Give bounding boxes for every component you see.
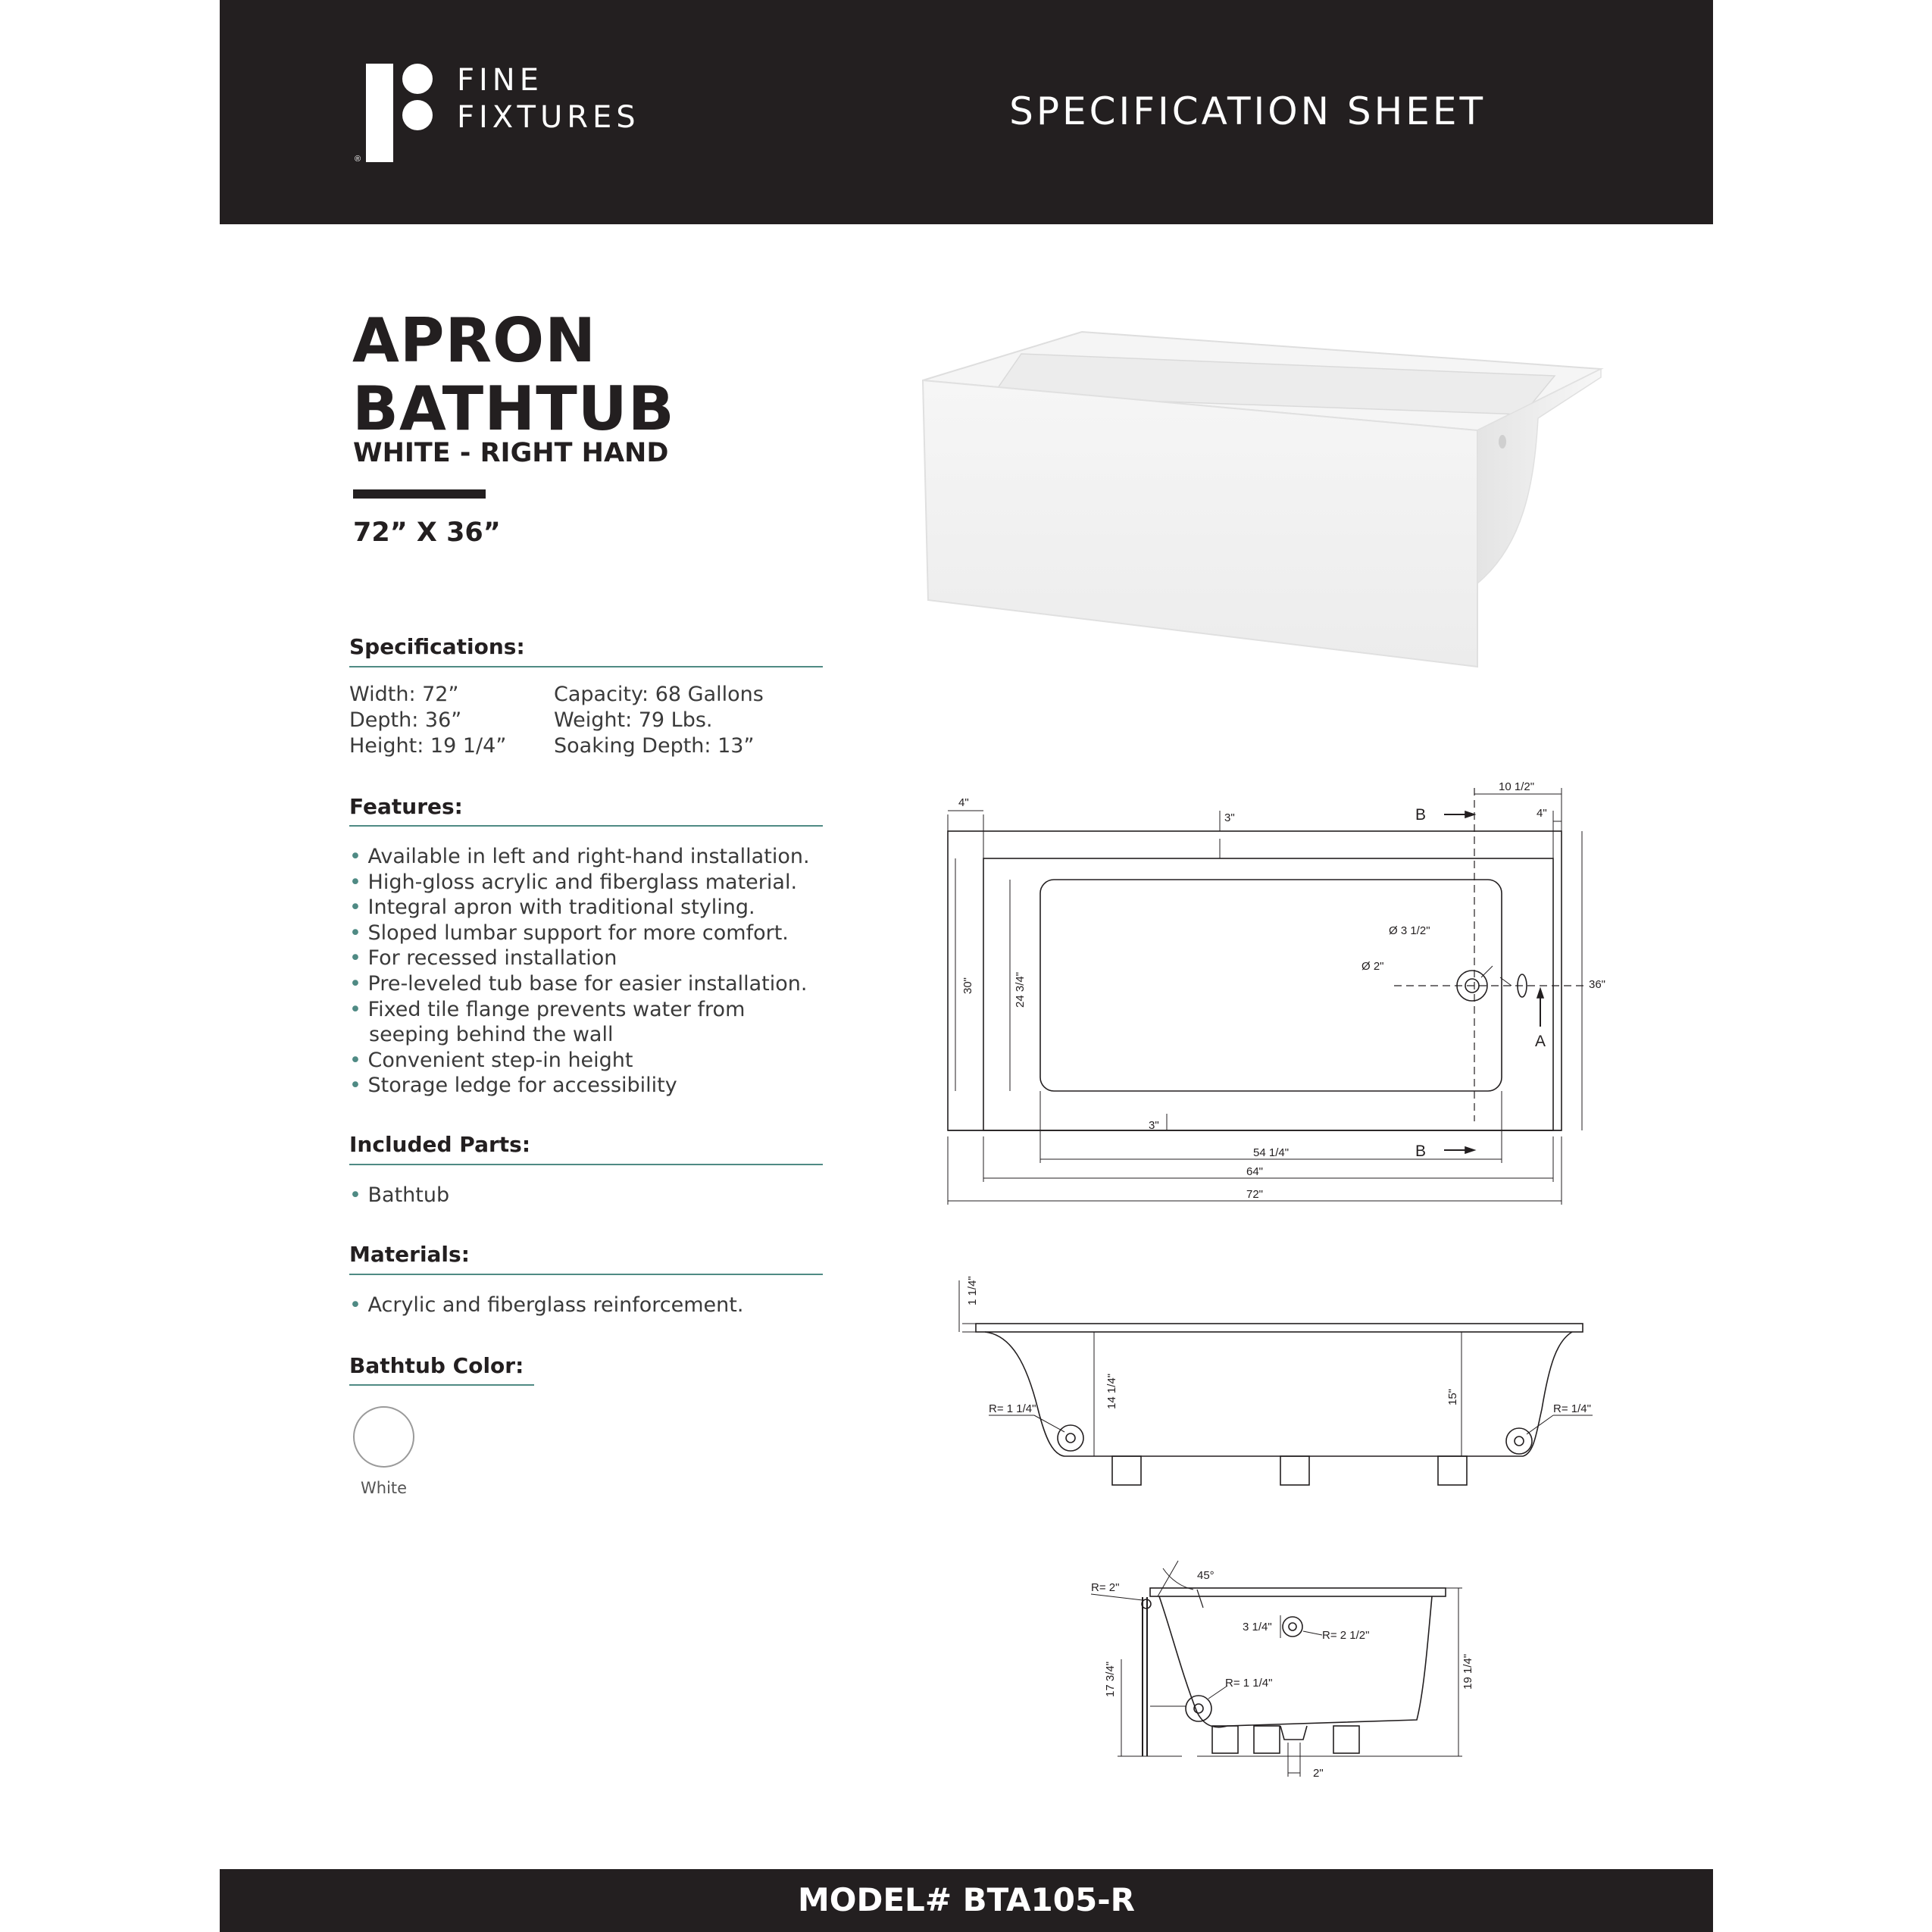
title-line-1: APRON: [352, 305, 597, 376]
list-item-continuation: seeping behind the wall: [369, 1023, 614, 1047]
dim-top-4-left: 4": [958, 796, 969, 809]
dim-30: 30": [961, 977, 974, 994]
spec-capacity: Capacity: 68 Gallons: [554, 683, 764, 706]
radius-2: R= 2": [1091, 1581, 1120, 1594]
model-number: MODEL# BTA105-R: [798, 1881, 1135, 1918]
dim-24-3-4: 24 3/4": [1014, 971, 1027, 1008]
dim-2: 2": [1313, 1767, 1324, 1780]
dim-54-1-4: 54 1/4": [1253, 1146, 1290, 1159]
list-item-text: Available in left and right-hand installation.: [367, 845, 810, 868]
title-line-2: BATHTUB: [352, 374, 675, 444]
list-item-text: High-gloss acrylic and fiberglass material.: [367, 870, 798, 894]
bullet-icon: •: [349, 997, 368, 1021]
bullet-icon: •: [349, 1074, 368, 1098]
footer-bar: [220, 1869, 1713, 1932]
bullet-icon: •: [349, 946, 368, 971]
dim-3-1-4: 3 1/4": [1243, 1621, 1272, 1633]
brand-line-2: FIXTURES: [457, 100, 640, 135]
dim-19-1-4: 19 1/4": [1462, 1653, 1474, 1690]
dim-top-3: 3": [1224, 811, 1235, 824]
angle-45: 45°: [1197, 1569, 1215, 1582]
section-b2-label: B: [1415, 1143, 1427, 1160]
bullet-icon: •: [349, 1048, 368, 1072]
section-b-label: B: [1415, 806, 1427, 824]
bathtub-color-heading: Bathtub Color:: [349, 1353, 524, 1378]
bullet-icon: •: [349, 896, 368, 920]
dim-top-4-right: 4": [1537, 807, 1547, 820]
list-item-text: Bathtub: [367, 1183, 450, 1207]
bullet-icon: •: [349, 971, 368, 996]
dim-dia-3-half: Ø 3 1/2": [1389, 924, 1430, 937]
dim-17-3-4: 17 3/4": [1104, 1661, 1117, 1697]
product-size: 72” X 36”: [353, 517, 501, 548]
list-item-text: Fixed tile flange prevents water from: [367, 997, 746, 1021]
list-item-text: Pre-leveled tub base for easier installation.: [367, 971, 808, 996]
brand-line-1: FINE: [457, 63, 543, 98]
doc-title: SPECIFICATION SHEET: [1009, 89, 1486, 133]
dim-14-1-4: 14 1/4": [1105, 1373, 1118, 1409]
list-item-text: Sloped lumbar support for more comfort.: [367, 921, 789, 945]
section-a-label: A: [1535, 1033, 1546, 1050]
dim-10-half: 10 1/2": [1499, 780, 1535, 793]
bullet-icon: •: [349, 1183, 368, 1207]
radius-right: R= 1/4": [1553, 1402, 1591, 1415]
spec-depth: Depth: 36”: [349, 708, 462, 732]
product-subtitle: WHITE - RIGHT HAND: [353, 438, 669, 468]
list-item-text: Acrylic and fiberglass reinforcement.: [367, 1293, 744, 1317]
spec-width: Width: 72”: [349, 683, 459, 706]
side-view-drawing: [959, 1280, 1593, 1485]
dim-64: 64": [1246, 1165, 1264, 1178]
dim-72: 72": [1246, 1188, 1264, 1201]
materials-heading: Materials:: [349, 1242, 470, 1267]
radius-2-half: R= 2 1/2": [1322, 1629, 1370, 1642]
top-view-drawing: [948, 788, 1583, 1205]
list-item-text: For recessed installation: [367, 946, 617, 971]
specifications-heading: Specifications:: [349, 634, 525, 659]
dim-bottom-3: 3": [1149, 1119, 1159, 1132]
registered-mark: ®: [355, 155, 361, 164]
dim-1-1-4: 1 1/4": [966, 1276, 979, 1305]
dim-36: 36": [1589, 978, 1606, 991]
spec-soaking-depth: Soaking Depth: 13”: [554, 734, 755, 758]
list-item-text: Convenient step-in height: [367, 1048, 633, 1072]
bullet-icon: •: [349, 870, 368, 894]
radius-1-1-4: R= 1 1/4": [1225, 1677, 1273, 1690]
bullet-icon: •: [349, 921, 368, 945]
spec-height: Height: 19 1/4”: [349, 734, 507, 758]
spec-weight: Weight: 79 Lbs.: [554, 708, 713, 732]
swatch-label: White: [361, 1479, 408, 1497]
bullet-icon: •: [349, 845, 368, 868]
radius-left: R= 1 1/4": [989, 1402, 1036, 1415]
bullet-icon: •: [349, 1293, 368, 1317]
dim-15: 15": [1446, 1388, 1459, 1405]
list-item-text: Integral apron with traditional styling.: [367, 896, 755, 920]
list-item-text: Storage ledge for accessibility: [367, 1074, 677, 1098]
included-parts-heading: Included Parts:: [349, 1132, 531, 1157]
features-heading: Features:: [349, 794, 463, 819]
end-view-drawing: [1091, 1561, 1462, 1777]
dim-dia-2: Ø 2": [1361, 960, 1384, 973]
